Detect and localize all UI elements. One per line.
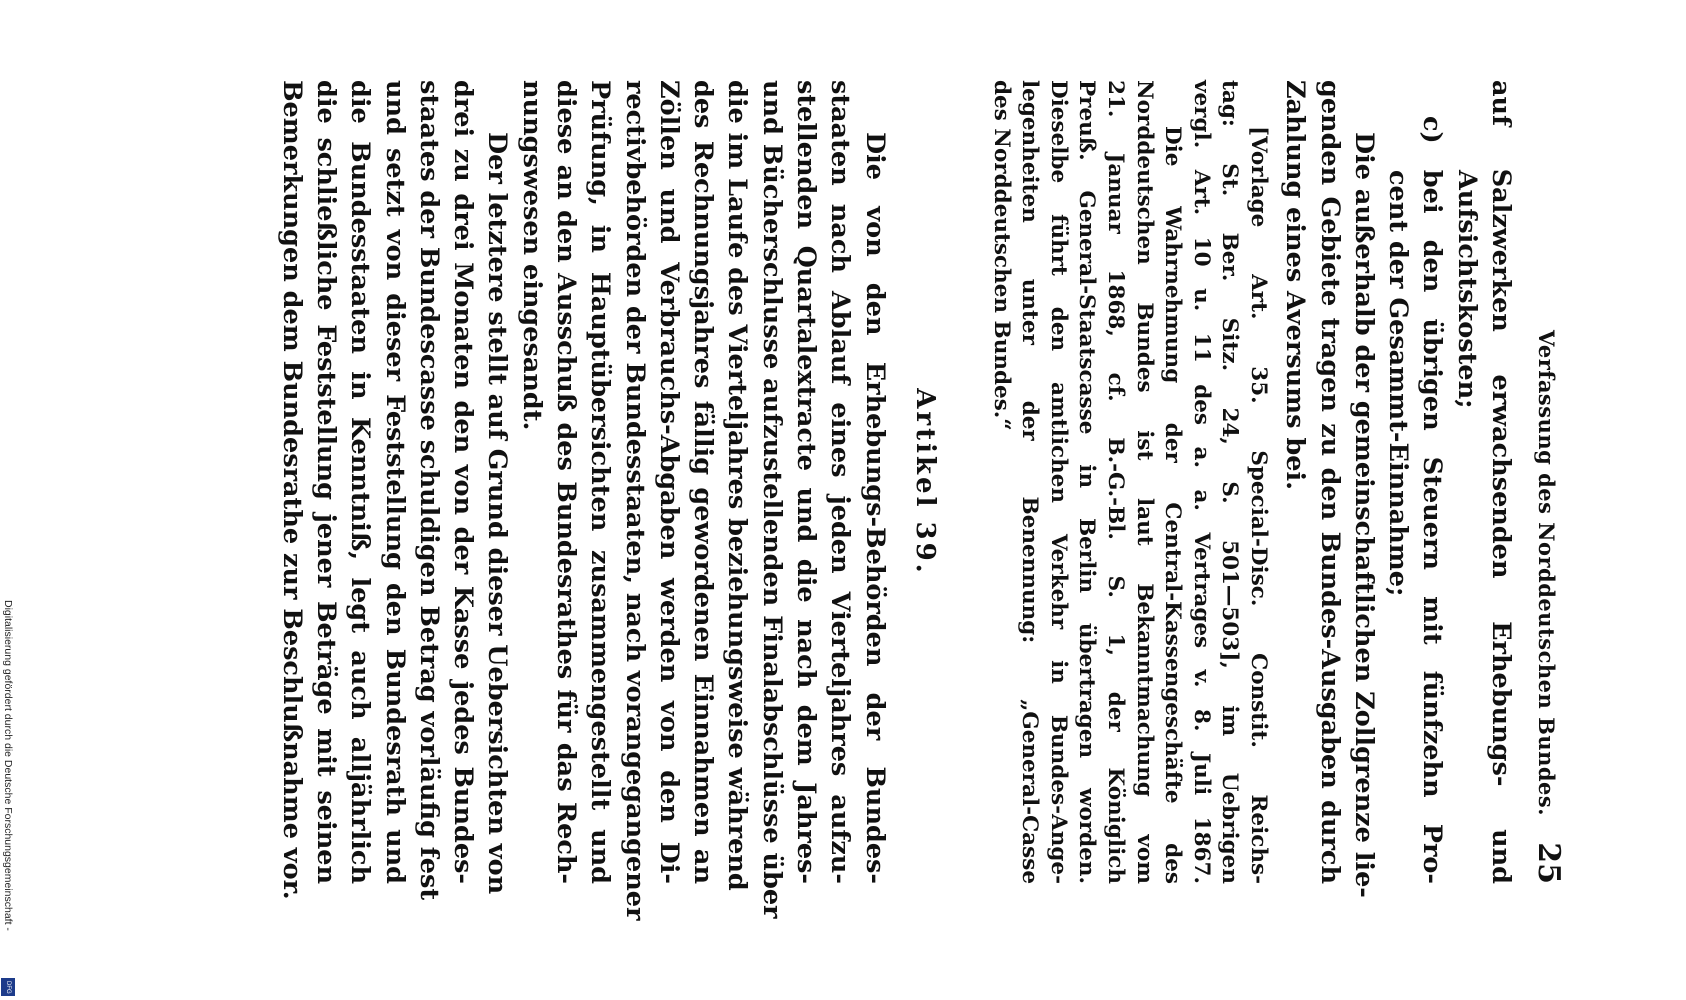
text-line: diese an den Ausschuß des Bundesrathes für das Rech- — [551, 80, 582, 884]
text-line: des Rechnungsjahres fällig gewordenen Einnahmen an — [688, 80, 719, 884]
text-line: Die außerhalb der gemeinschaftlichen Zollgrenze lie- — [1348, 132, 1379, 898]
text-line: auf Salzwerken erwachsenden Erhebungs- und — [1486, 80, 1516, 884]
text-line: rectivbehörden der Bundesstaaten, nach vorangegangener — [619, 80, 650, 921]
running-head — [1518, 80, 1566, 884]
note-line: Preuß. General-Staatscasse in Berlin übertragen worden. — [1074, 80, 1100, 884]
credit-text: Digitalisierung gefördert durch die Deutsche Forschungsgemeinschaft - — [2, 600, 14, 931]
dfg-logo — [1, 978, 15, 996]
text-line: staates der Bundescasse schuldigen Betrag vorläufig fest — [413, 80, 444, 901]
text-line: Zahlung eines Aversums bei. — [1280, 80, 1311, 491]
article-heading: Artikel 39. — [909, 388, 940, 576]
note-line: Die Wahrnehmung der Central-Kassengeschäfte des — [1160, 126, 1186, 884]
text-line: genden Gebiete tragen zu den Bundes-Ausgaben durch — [1314, 80, 1345, 884]
note-line: [Vorlage Art. 35. Special-Disc. Constit. Reichs- — [1245, 126, 1271, 884]
text-line: und Bücherschlusse aufzustellenden Finalabschlüsse über — [756, 80, 787, 919]
text-line: staaten nach Ablauf eines jeden Vierteljahres aufzu- — [825, 80, 856, 884]
text-line: und setzt von dieser Feststellung den Bundesrath und — [379, 80, 410, 884]
running-title: Verfassung des Norddeutschen Bundes. — [1534, 330, 1559, 817]
text-line: nungswesen eingesandt. — [516, 80, 547, 431]
note-line: 21. Januar 1868, cf. B.-G.-Bl. S. 1, der Königlich — [1102, 80, 1128, 884]
dfg-logo-text: DFG — [5, 980, 11, 994]
text-line: die im Laufe des Vierteljahres beziehungsweise während — [722, 80, 753, 891]
text-line: Aufsichtskosten; — [1451, 170, 1482, 409]
note-line: tag: St. Ber. Sitz. 24, S. 501—503], im Uebrigen — [1217, 80, 1243, 884]
note-line: des Norddeutschen Bundes.“ — [988, 80, 1014, 431]
text-line: stellenden Quartalextracte und die nach dem Jahres- — [791, 80, 822, 884]
text-line: Bemerkungen dem Bundesrathe zur Beschlußnahme vor. — [276, 80, 307, 900]
note-line: Norddeutschen Bundes ist laut Bekanntmachung vom — [1131, 80, 1157, 884]
text-line: drei zu drei Monaten den von der Kasse jedes Bundes- — [448, 80, 479, 884]
note-line: legenheiten unter der Benennung: „General-Casse — [1017, 80, 1043, 884]
text-line: Der letztere stellt auf Grund dieser Uebersichten von — [482, 132, 513, 895]
text-line: cent der Gesammt-Einnahme; — [1383, 170, 1414, 597]
page — [180, 40, 1580, 920]
text-line: Die von den Erhebungs-Behörden der Bundes- — [859, 132, 890, 884]
digitization-credit — [0, 600, 16, 1000]
text-line: die schließliche Feststellung jener Beträge mit seinen — [310, 80, 341, 884]
note-line: Dieselbe führt den amtlichen Verkehr in Bundes-Ange- — [1045, 80, 1071, 884]
text-line: c) bei den übrigen Steuern mit fünfzehn Pro- — [1417, 116, 1448, 884]
text-line: Prüfung, in Hauptübersichten zusammengestellt und — [585, 80, 616, 884]
page-number: 25 — [1531, 842, 1566, 884]
text-line: die Bundesstaaten in Kenntniß, legt auch alljährlich — [345, 80, 376, 884]
note-line: vergl. Art. 10 u. 11 des a. a. Vertrages v. 8. Juli 1867. — [1188, 80, 1214, 884]
text-line: Zöllen und Verbrauchs-Abgaben werden von den Di- — [653, 80, 684, 884]
